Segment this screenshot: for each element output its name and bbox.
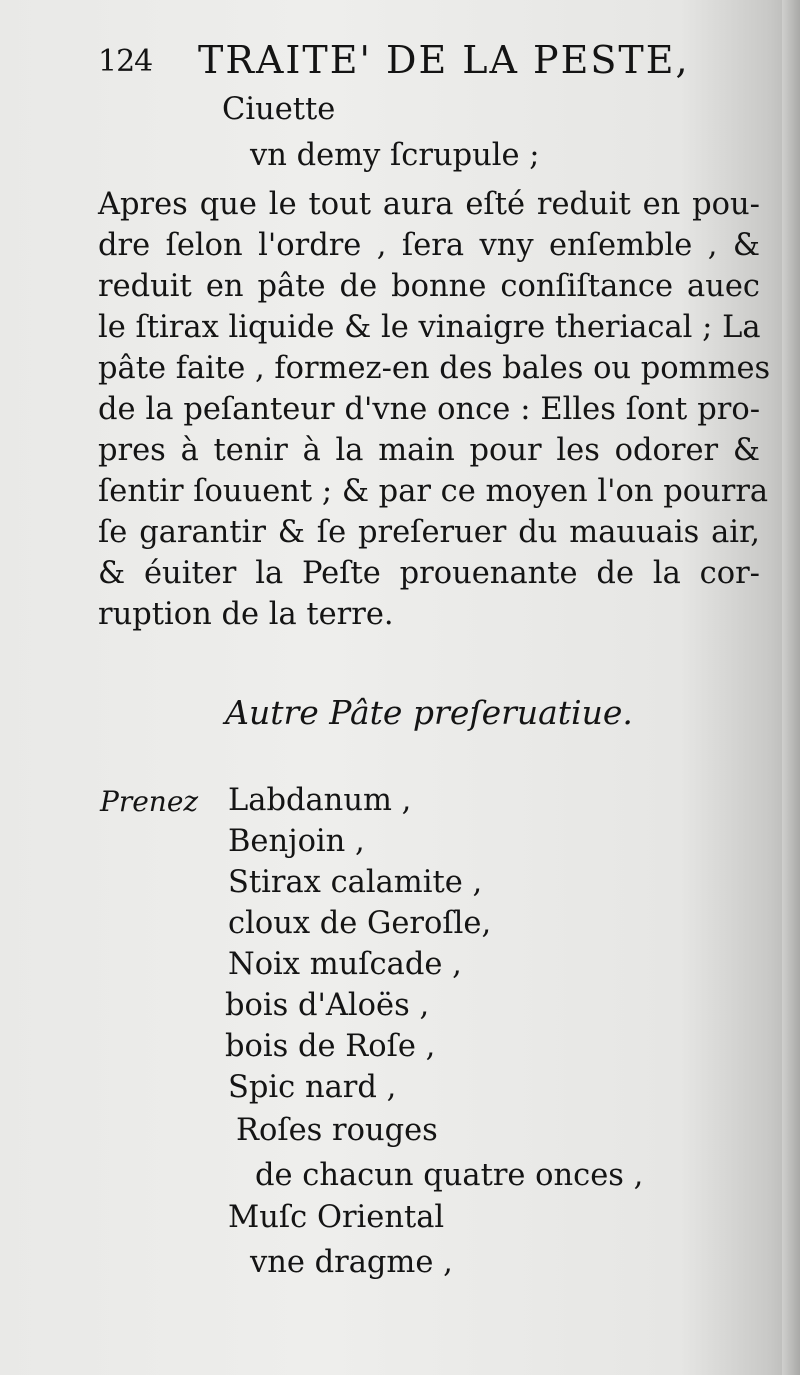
ingredient-quantity: vn demy ſcrupule ; — [250, 138, 540, 173]
running-title: TRAITE' DE LA PESTE, — [198, 38, 690, 82]
page-number: 124 — [98, 44, 153, 79]
paragraph-line: pâte faite , formez-en des bales ou pommes — [98, 351, 771, 386]
paragraph-line: ſentir ſouuent ; & par ce moyen l'on pourra — [98, 474, 769, 509]
paragraph-line-last: ruption de la terre. — [98, 597, 394, 632]
ingredient-item: Noix muſcade , — [228, 947, 462, 982]
paragraph-line: pres à tenir à la main pour les odorer & — [98, 433, 760, 468]
ingredient-quantity: de chacun quatre onces , — [255, 1158, 644, 1193]
paragraph-line: reduit en pâte de bonne conſiſtance auec — [98, 269, 760, 304]
ingredient-ciuette: Ciuette — [222, 92, 336, 127]
ingredient-quantity: vne dragme , — [250, 1245, 453, 1280]
paragraph-line: Apres que le tout aura eſté reduit en pou- — [98, 187, 760, 222]
section-heading: Autre Pâte preſeruatiue. — [225, 693, 633, 732]
ingredient-item: Stirax calamite , — [228, 865, 483, 900]
page-edge-shadow — [782, 0, 800, 1375]
ingredient-item: bois d'Aloës , — [225, 988, 430, 1023]
ingredient-item: Roſes rouges — [236, 1113, 438, 1148]
ingredient-item: Benjoin , — [228, 824, 365, 859]
ingredient-item: bois de Roſe , — [225, 1029, 436, 1064]
paragraph-line: le ſtirax liquide & le vinaigre theriacal ; La — [98, 310, 761, 345]
ingredient-item: Muſc Oriental — [228, 1200, 445, 1235]
ingredient-item: cloux de Geroſle, — [228, 906, 492, 941]
running-header — [98, 38, 718, 98]
paragraph-line: de la peſanteur d'vne once : Elles ſont pro- — [98, 392, 760, 427]
paragraph-line: ſe garantir & ſe preſeruer du mauuais air, — [98, 515, 760, 550]
recipe-label: Prenez — [100, 785, 199, 818]
ingredient-item: Labdanum , — [228, 783, 412, 818]
paragraph-line: & éuiter la Peſte prouenante de la cor- — [98, 556, 760, 591]
paragraph-line: dre ſelon l'ordre , ſera vny enſemble , & — [98, 228, 760, 263]
ingredient-item: Spic nard , — [228, 1070, 397, 1105]
